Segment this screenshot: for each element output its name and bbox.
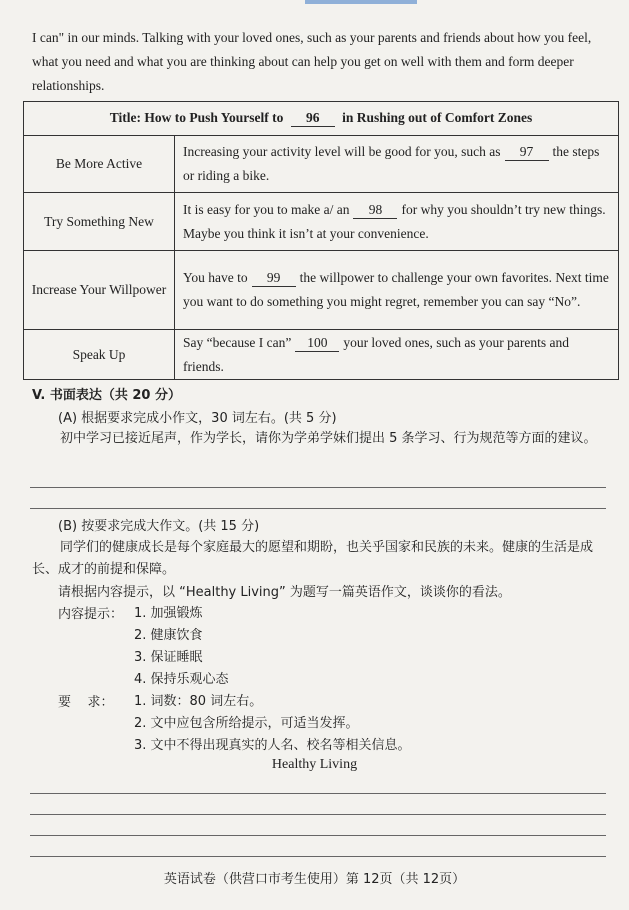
task-a-title: (A) 根据要求完成小作文，30 词左右。(共 5 分) [58,411,337,426]
table-title [24,102,619,136]
row-heading: Be More Active [24,136,175,193]
table-row [24,330,619,380]
task-a-body: 初中学习已接近尾声，作为学长，请你为学弟学妹们提出 5 条学习、行为规范等方面的建议。 [60,431,597,446]
row-heading: Try Something New [24,193,175,251]
writing-line [30,793,606,794]
blank-99: 99 [252,270,296,287]
blank-97: 97 [505,144,549,161]
row-content: It is easy for you to make a/ an 98 for why you shouldn’t try new things. Maybe you think it isn’t at your convenience. [175,193,619,251]
page-footer: 英语试卷（供营口市考生使用）第 12页（共 12页） [163,872,466,887]
hint-item: 4. 保持乐观心态 [134,672,229,687]
reading-table [23,101,619,380]
blank-100: 100 [295,335,339,352]
writing-line [30,856,606,857]
row-heading: Speak Up [24,330,175,380]
requirements-list [134,691,411,757]
table-row [24,136,619,193]
table-row [24,251,619,330]
hint-item: 1. 加强锻炼 [134,606,203,621]
table-row [24,193,619,251]
essay-title: Healthy Living [271,757,358,772]
blank-98: 98 [353,202,397,219]
row-heading: Increase Your Willpower [24,251,175,330]
requirement-item: 3. 文中不得出现真实的人名、校名等相关信息。 [134,738,411,753]
hints-list [134,603,229,691]
writing-line [30,835,606,836]
row-content: Increasing your activity level will be good for you, such as 97 the steps or riding a bike. [175,136,619,193]
hints-label: 内容提示： [58,607,124,622]
requirement-item: 1. 词数：80 词左右。 [134,694,263,709]
hint-item: 2. 健康饮食 [134,628,203,643]
blank-96: 96 [291,110,335,127]
row-content: You have to 99 the willpower to challenge your own favorites. Next time you want to do something you might regret, remember you can say “No”. [175,251,619,330]
answer-line [30,508,606,509]
answer-line [30,487,606,488]
task-b-body: 同学们的健康成长是每个家庭最大的愿望和期盼，也关乎国家和民族的未来。健康的生活是成长、成才的前提和保障。 [32,540,594,577]
title-text-pre: Title: How to Push Yourself to [109,110,284,125]
top-tab-marker [305,0,417,4]
task-b-instruction: 请根据内容提示，以 “Healthy Living” 为题写一篇英语作文，谈谈你的看法。 [58,585,511,600]
task-b-title: (B) 按要求完成大作文。(共 15 分) [58,519,260,534]
intro-paragraph: I can" in our minds. Talking with your loved ones, such as your parents and friends about how you feel, what you need and what you are thinking about can help you get on well with them and form deeper relationships. [32,30,592,93]
section-heading: V. 书面表达（共 20 分） [32,388,181,403]
row-content: Say “because I can” 100 your loved ones, such as your parents and friends. [175,330,619,380]
requirements-label: 要 求： [58,695,114,710]
title-text-post: in Rushing out of Comfort Zones [342,110,533,125]
table-title-row [24,102,619,136]
writing-line [30,814,606,815]
hint-item: 3. 保证睡眠 [134,650,203,665]
requirement-item: 2. 文中应包含所给提示，可适当发挥。 [134,716,359,731]
